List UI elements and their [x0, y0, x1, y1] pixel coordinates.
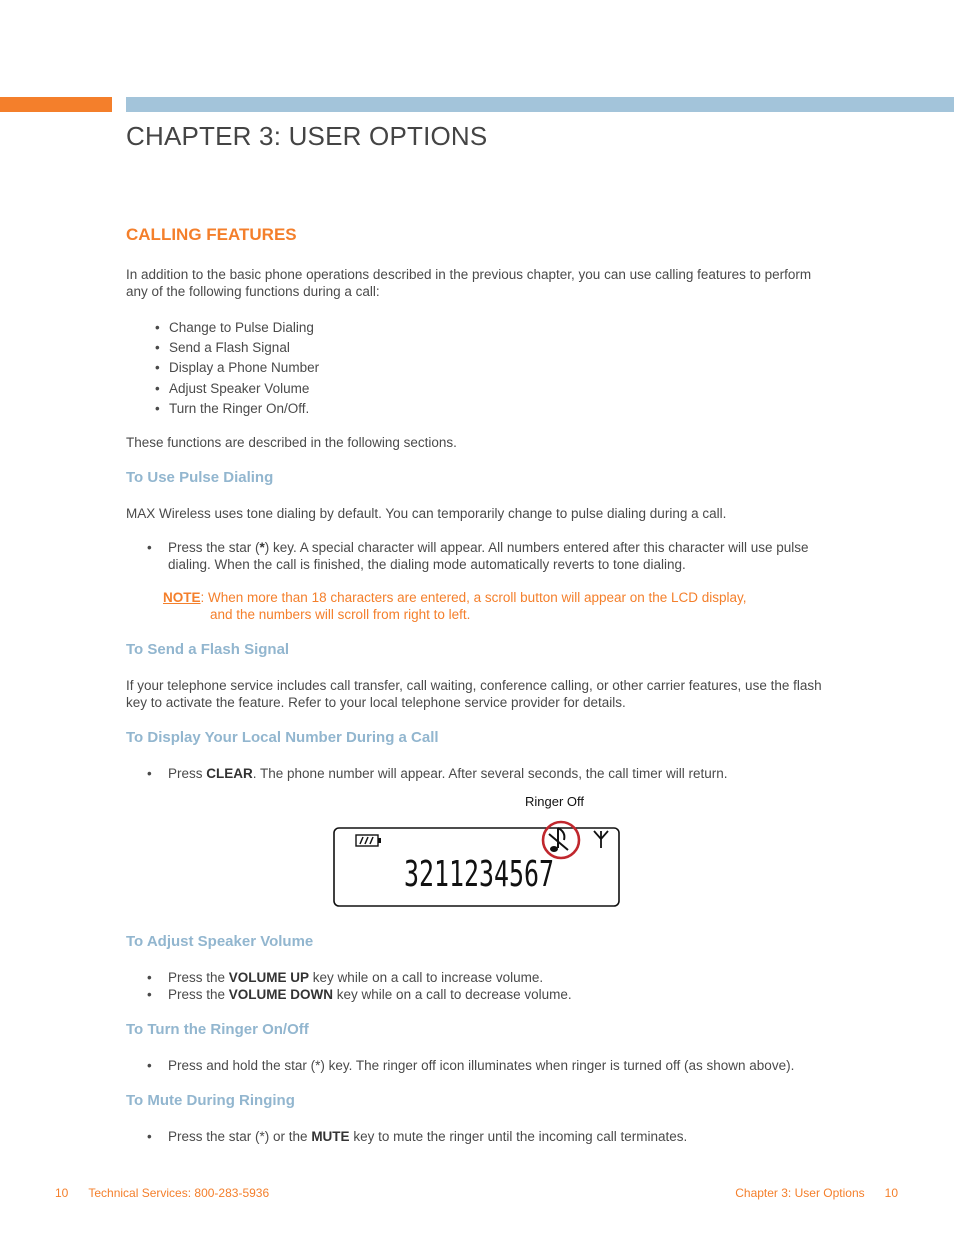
note-label: NOTE — [163, 590, 201, 605]
list-item: • Send a Flash Signal — [155, 338, 319, 358]
list-item: • Turn the Ringer On/Off. — [155, 399, 319, 419]
list-item: • Display a Phone Number — [155, 358, 319, 378]
header-bar — [126, 97, 954, 112]
display-heading: To Display Your Local Number During a Call — [126, 729, 439, 746]
section-title: CALLING FEATURES — [126, 225, 297, 244]
flash-heading: To Send a Flash Signal — [126, 641, 290, 658]
pulse-heading: To Use Pulse Dialing — [126, 469, 274, 486]
mute-bullet: • Press the star (*) or the MUTE key to mute the ringer until the incoming call terminates. — [147, 1129, 688, 1144]
volume-heading: To Adjust Speaker Volume — [126, 933, 314, 950]
functions-described: These functions are described in the following sections. — [126, 435, 457, 450]
ringer-off-callout: Ringer Off — [525, 794, 585, 809]
pulse-bullet: • Press the star (*) key. A special character will appear. All numbers entered after this character will use pulse dialing. When the call is finished, the dialing mode automatically reverts to tone dialing. — [147, 540, 809, 572]
list-item: • Adjust Speaker Volume — [155, 379, 319, 399]
feature-list — [155, 318, 319, 419]
list-item: • Change to Pulse Dialing — [155, 318, 319, 338]
pulse-body: MAX Wireless uses tone dialing by default. You can temporarily change to pulse dialing during a call. — [126, 506, 727, 521]
page-number: 10 — [884, 1186, 898, 1200]
display-bullet: • Press CLEAR. The phone number will appear. After several seconds, the call timer will return. — [147, 766, 728, 781]
page-number: 10 — [55, 1186, 69, 1200]
lcd-svg — [330, 790, 625, 912]
footer-chapter: Chapter 3: User Options — [735, 1186, 865, 1200]
lcd-illustration — [330, 790, 625, 912]
pulse-note: NOTE: When more than 18 characters are entered, a scroll button will appear on the LCD display, and the numbers will scroll from right to left. — [163, 590, 747, 622]
footer-left — [55, 1186, 269, 1200]
ringer-heading: To Turn the Ringer On/Off — [126, 1021, 309, 1038]
footer-right — [735, 1186, 898, 1200]
mute-heading: To Mute During Ringing — [126, 1092, 295, 1109]
ringer-bullet: • Press and hold the star (*) key. The ringer off icon illuminates when ringer is turned off (as shown above). — [147, 1058, 795, 1073]
volume-up-bullet: • Press the VOLUME UP key while on a call to increase volume. — [147, 970, 544, 985]
lcd-number: 3211234567 — [404, 854, 554, 895]
volume-down-bullet: • Press the VOLUME DOWN key while on a call to decrease volume. — [147, 987, 572, 1002]
footer-contact: Technical Services: 800-283-5936 — [88, 1186, 270, 1200]
flash-body: If your telephone service includes call transfer, call waiting, conference calling, or other carrier features, use the flash key to activate the feature. Refer to your local telephone service provider for details. — [126, 678, 822, 710]
header-accent-bar — [0, 97, 112, 112]
chapter-title: CHAPTER 3: USER OPTIONS — [126, 121, 488, 151]
intro-paragraph: In addition to the basic phone operations described in the previous chapter, you can use calling features to perform any of the following functions during a call: — [126, 267, 812, 299]
